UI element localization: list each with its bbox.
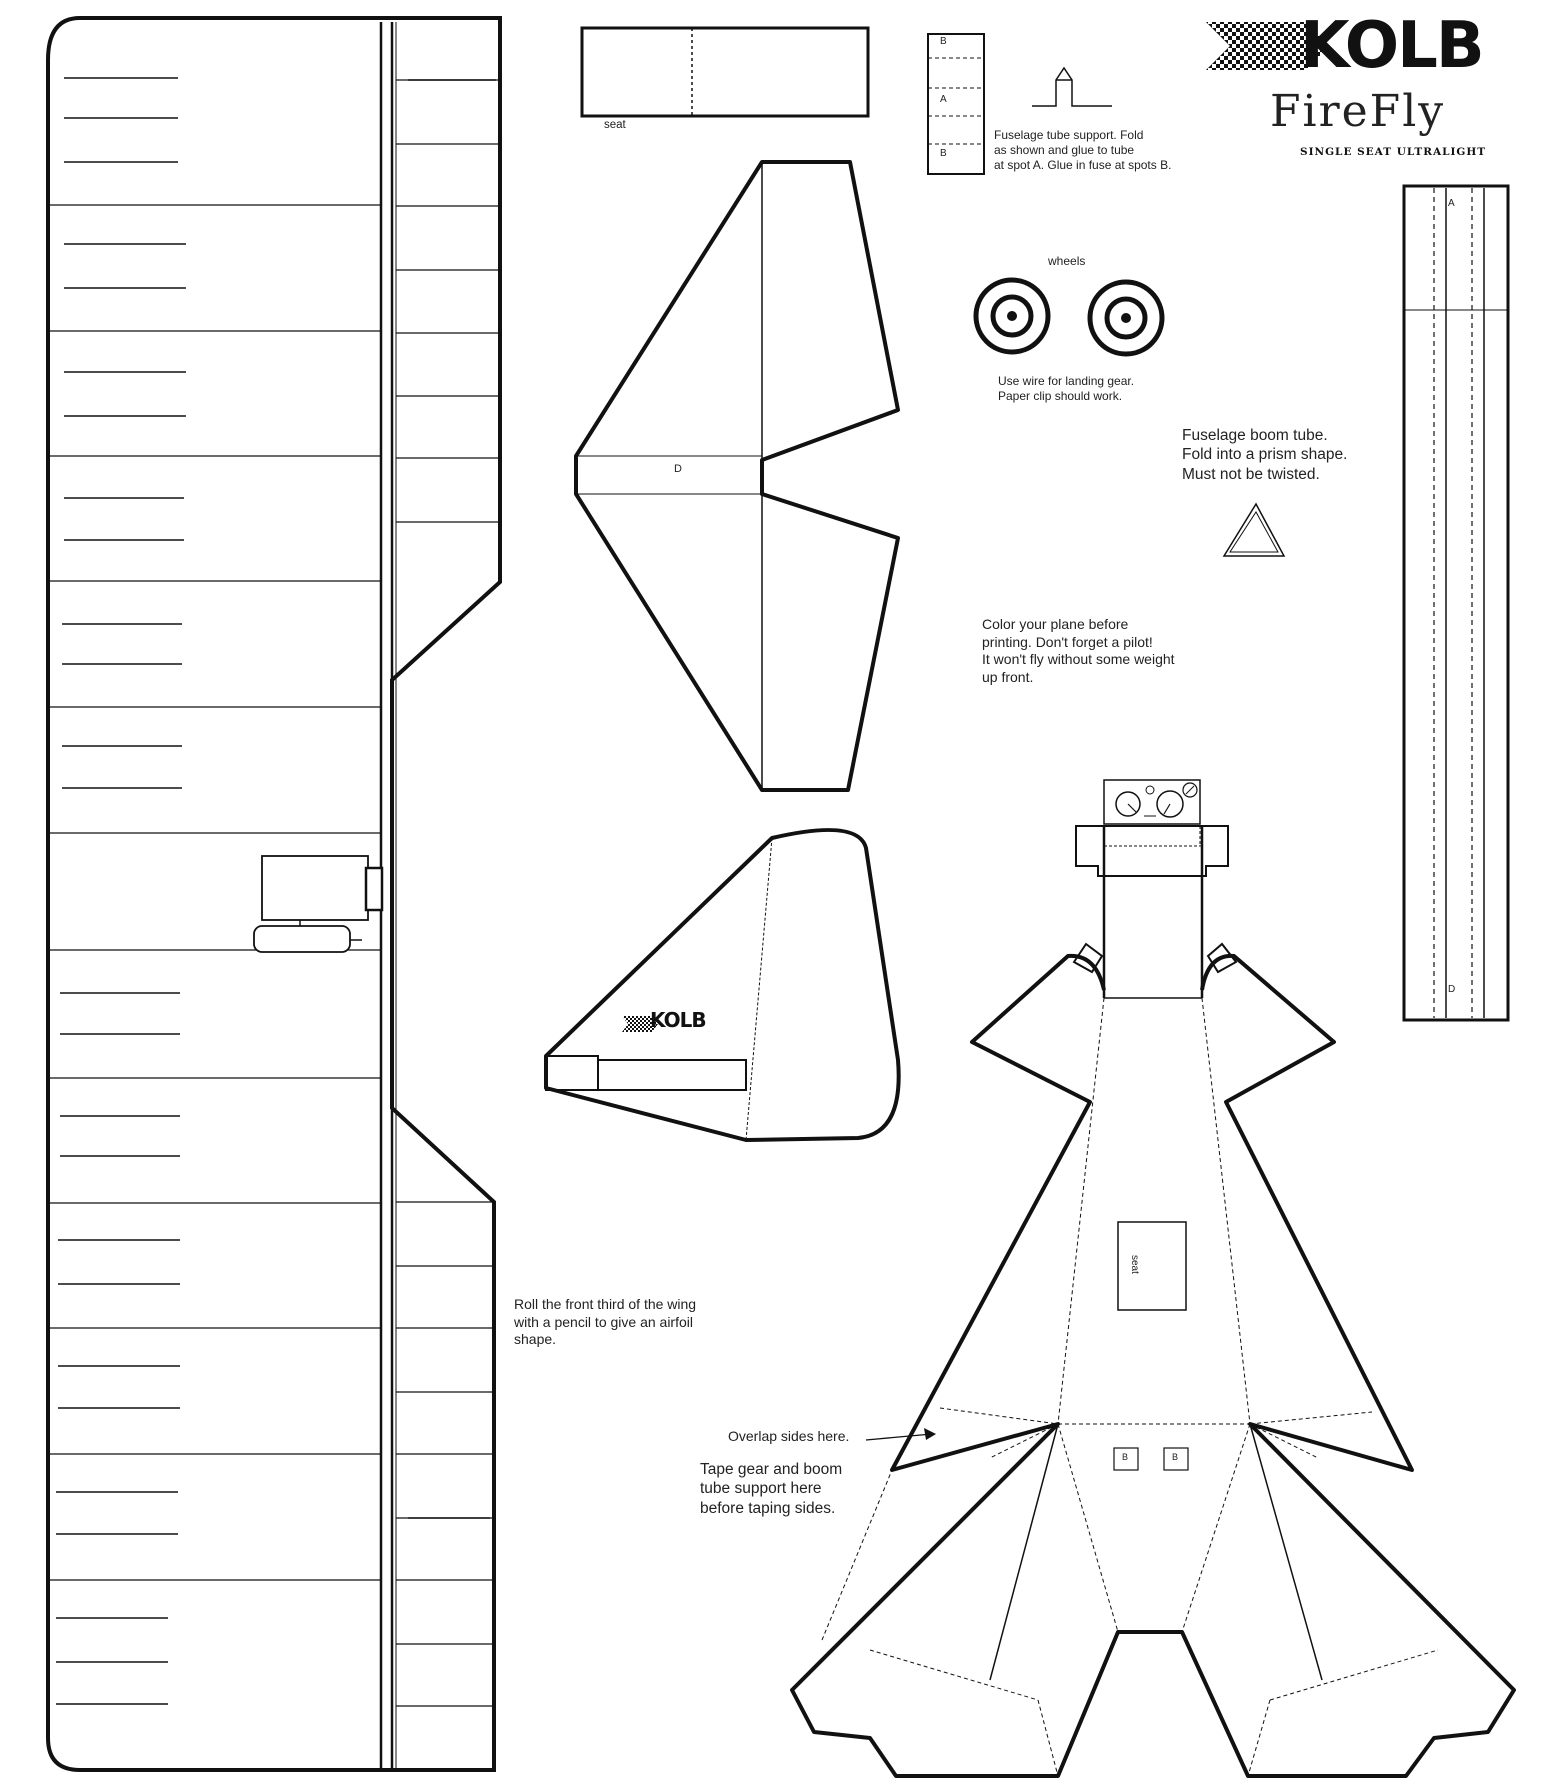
color-plane-note: Color your plane before printing. Don't forget a pilot! It won't fly without some weight up front.: [982, 616, 1175, 685]
model-subtitle: SINGLE SEAT ULTRALIGHT: [1300, 146, 1487, 158]
fin-kolb-logo: KOLB: [650, 1008, 706, 1032]
strip-label-b-top: B: [940, 36, 947, 47]
tape-gear-note: Tape gear and boom tube support here before taping sides.: [700, 1461, 843, 1517]
strip-label-b-bottom: B: [940, 148, 947, 159]
overlap-sides-note: Overlap sides here.: [728, 1428, 850, 1444]
model-title: FireFly: [1270, 86, 1446, 137]
strip-label-a: A: [940, 94, 947, 105]
tube-support-note: Fuselage tube support. Fold as shown and glue to tube at spot A. Glue in fuse at spots B.: [994, 128, 1172, 172]
boom-label-a: A: [1448, 198, 1455, 209]
wheels-label: wheels: [1048, 254, 1086, 268]
fuselage-seat-label: seat: [1129, 1255, 1140, 1274]
kolb-logo: KOLB: [1300, 9, 1483, 83]
fuselage-label-b-left: B: [1122, 1452, 1129, 1462]
roll-wing-note: Roll the front third of the wing with a pencil to give an airfoil shape.: [514, 1296, 697, 1347]
landing-gear-note: Use wire for landing gear. Paper clip should work.: [998, 374, 1135, 403]
stabilizer-label-d: D: [674, 463, 682, 475]
boom-tube-note: Fuselage boom tube. Fold into a prism shape. Must not be twisted.: [1182, 427, 1348, 483]
seat-label: seat: [604, 119, 626, 131]
fuselage-label-b-right: B: [1172, 1452, 1179, 1462]
boom-label-d: D: [1448, 984, 1456, 995]
